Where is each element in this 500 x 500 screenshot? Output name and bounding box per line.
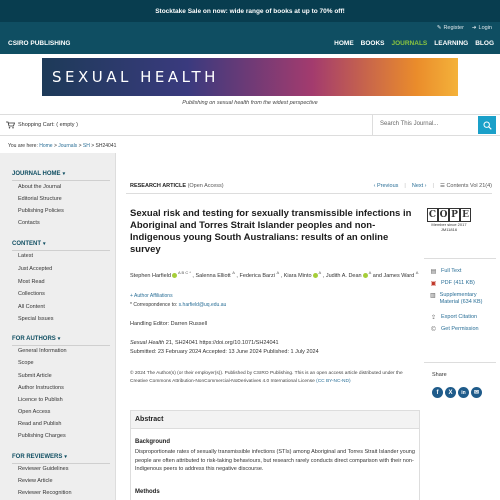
next-label: Next (411, 183, 424, 189)
section-title: FOR AUTHORS (12, 336, 56, 342)
sidebar-item-collections[interactable]: Collections (18, 291, 45, 297)
sidebar-item-special-issues[interactable]: Special Issues (18, 316, 54, 322)
section-title: FOR REVIEWERS (12, 454, 63, 460)
license-text (130, 370, 420, 386)
divider (424, 362, 496, 363)
tool-label: Supplementary Material (634 KB) (439, 292, 483, 305)
nav-books[interactable]: BOOKS (360, 40, 385, 47)
linkedin-icon[interactable]: in (458, 387, 469, 398)
divider (126, 193, 492, 194)
tool-label: Full Text (441, 268, 462, 274)
article-title: Sexual risk and testing for sexually transmissible infections in Aboriginal and Torres Strait Islander peoples and non-Indigenous young South Australians: results of an online survey (130, 208, 412, 255)
sidebar (0, 153, 116, 500)
register-link[interactable] (437, 25, 464, 31)
chevron-left-icon: ‹ (373, 183, 377, 189)
cope-id: JM11816 (440, 227, 458, 232)
sidebar-item-about[interactable]: About the Journal (18, 184, 62, 190)
cart-search-bar (0, 114, 500, 136)
search-icon (483, 121, 492, 130)
journal-tagline: Publishing on sexual health from the widest perspective (182, 100, 318, 106)
previous-link[interactable] (374, 183, 399, 189)
tool-supplementary[interactable] (430, 292, 494, 306)
tool-label: PDF (411 KB) (441, 280, 475, 286)
document-icon: ▤ (430, 268, 437, 275)
correspondence-email[interactable]: s.harfield@uq.edu.au (178, 302, 227, 308)
article-type (130, 183, 224, 189)
tool-pdf[interactable] (430, 280, 475, 288)
attachment-icon: ▥ (430, 292, 436, 299)
license-link[interactable]: (CC BY-NC-ND) (316, 379, 351, 384)
citation-doi[interactable]: 21, SH24041 https://doi.org/10.1071/SH24041 (165, 340, 279, 346)
sidebar-item-general-info[interactable]: General Information (18, 348, 67, 354)
cope-member-text: Member since 2017 (431, 222, 467, 227)
share-label: Share (432, 372, 447, 378)
sidebar-section-journal-home[interactable] (12, 171, 65, 177)
divider: | (432, 183, 434, 189)
main-nav (334, 40, 494, 47)
sidebar-item-contacts[interactable]: Contacts (18, 220, 40, 226)
sidebar-item-editorial[interactable]: Editorial Structure (18, 196, 62, 202)
cart-icon (6, 121, 15, 129)
permission-icon: © (431, 326, 436, 333)
sidebar-item-reviewer-recognition[interactable]: Reviewer Recognition (18, 490, 72, 496)
sidebar-item-all-content[interactable]: All Content (18, 304, 45, 310)
share-buttons (432, 387, 482, 398)
search-input[interactable]: Search This Journal... (380, 121, 439, 127)
tool-get-permission[interactable] (430, 326, 479, 334)
sidebar-section-for-authors[interactable] (12, 336, 60, 342)
list-icon: ☰ (439, 183, 447, 189)
author-affiliation-marks: A (232, 270, 235, 275)
breadcrumb-sh[interactable]: SH (82, 143, 90, 149)
abstract-heading: Abstract (131, 411, 419, 429)
breadcrumb-journals[interactable]: Journals (58, 143, 78, 149)
login-label: Login (478, 25, 492, 31)
background-heading: Background (135, 439, 171, 445)
access-label: (Open Access) (187, 183, 224, 189)
article-dates: Submitted: 23 February 2024 Accepted: 13 June 2024 Published: 1 July 2024 (130, 349, 319, 355)
sidebar-section-content[interactable] (12, 241, 46, 247)
sidebar-item-policies[interactable]: Publishing Policies (18, 208, 64, 214)
divider: | (404, 183, 406, 189)
divider (12, 463, 110, 464)
section-title: CONTENT (12, 241, 41, 247)
author-affiliation-marks: A B C * (177, 270, 191, 275)
author-list: Stephen Harfield$^{A B C *}$ , Salenna Elliott $^A$ , Federica Barzi $^A$ , Kiara Minto$^A$ , Judith A. Dean$^A$ and James Ward $^A$ (130, 270, 419, 279)
author-link[interactable]: Stephen Harfield (130, 272, 171, 279)
tool-label: Get Permission (441, 326, 479, 332)
sidebar-section-for-reviewers[interactable] (12, 454, 67, 460)
handling-editor: Handling Editor: Darren Russell (130, 321, 208, 327)
sidebar-item-read-publish[interactable]: Read and Publish (18, 421, 62, 427)
shopping-cart[interactable] (6, 121, 78, 129)
nav-home[interactable]: HOME (334, 40, 354, 47)
chevron-right-icon: › (423, 183, 427, 189)
previous-label: Previous (377, 183, 399, 189)
divider (12, 250, 110, 251)
breadcrumb: You are here: Home > Journals > SH > SH24041 (8, 143, 117, 149)
cope-letter: E (460, 208, 471, 222)
author-affiliation-marks: A (415, 270, 419, 275)
background-text: Disproportionate rates of sexually transmissible infections (STIs) among Aboriginal and Torres Strait Islander young people are often attributed to risk-taking behaviours, but research rarely conducts direct comparison with their non-Indigenous peers to address this negative discourse. (135, 449, 415, 472)
breadcrumb-current: SH24041 (95, 143, 117, 149)
contents-label: Contents Vol 21(4) (446, 183, 492, 189)
tool-label: Export Citation (441, 314, 478, 320)
license-statement: © 2024 The Author(s) (or their employer(s)). Published by CSIRO Publishing. This is an open access article distributed under the Creative Commons Attribution-NonCommercial-NoDerivatives 4.0 International License (130, 371, 403, 384)
x-twitter-icon[interactable]: X (445, 387, 456, 398)
abstract-panel (130, 410, 420, 500)
register-icon: ✎ (436, 25, 442, 31)
sidebar-item-just-accepted[interactable]: Just Accepted (18, 266, 53, 272)
sidebar-item-review-article[interactable]: Review Article (18, 478, 53, 484)
contents-link[interactable] (440, 183, 492, 189)
sidebar-item-most-read[interactable]: Most Read (18, 279, 45, 285)
cope-letter: C (428, 210, 437, 220)
section-title: JOURNAL HOME (12, 171, 61, 177)
author-link[interactable]: James Ward (383, 272, 415, 279)
chevron-down-icon: ▾ (43, 241, 46, 247)
journal-banner[interactable] (42, 58, 458, 96)
orcid-icon[interactable] (363, 273, 368, 278)
author-affiliation-marks: A (318, 270, 322, 275)
nav-blog[interactable]: BLOG (475, 40, 494, 47)
nav-journals[interactable]: JOURNALS (391, 40, 428, 47)
login-icon: ➜ (471, 25, 477, 31)
account-links (437, 25, 492, 31)
tool-full-text[interactable] (430, 268, 461, 276)
chevron-down-icon: ▾ (62, 171, 66, 177)
breadcrumb-prefix: You are here: (8, 143, 38, 149)
citation (130, 339, 319, 357)
login-link[interactable] (472, 25, 492, 31)
promo-text[interactable]: Stocktake Sale on now: wide range of books at up to 70% off! (155, 7, 345, 15)
sidebar-item-licence[interactable]: Licence to Publish (18, 397, 63, 403)
journal-title: SEXUAL HEALTH (52, 68, 219, 86)
orcid-icon[interactable] (172, 273, 177, 278)
chevron-down-icon: ▾ (57, 336, 61, 342)
search-button[interactable] (478, 116, 496, 134)
divider (424, 258, 496, 259)
author-link[interactable]: Judith A. Dean (325, 272, 362, 279)
promo-banner[interactable] (0, 0, 500, 22)
author-affiliation-marks: A (368, 270, 372, 275)
sidebar-item-publishing-charges[interactable]: Publishing Charges (18, 433, 66, 439)
cope-letter: O (439, 210, 448, 220)
cope-badge[interactable] (426, 208, 472, 232)
methods-heading: Methods (135, 489, 160, 495)
site-header (0, 22, 500, 54)
pdf-icon: ▣ (430, 280, 437, 287)
sidebar-item-scope[interactable]: Scope (18, 360, 34, 366)
sidebar-item-author-instructions[interactable]: Author Instructions (18, 385, 64, 391)
sidebar-item-reviewer-guidelines[interactable]: Reviewer Guidelines (18, 466, 69, 472)
email-icon[interactable]: ✉ (471, 387, 482, 398)
next-link[interactable] (412, 183, 427, 189)
chevron-down-icon: ▾ (64, 454, 67, 460)
export-icon: ⇪ (430, 314, 437, 321)
author-link[interactable]: Kiara Minto (283, 272, 312, 279)
author-link[interactable]: Federica Barzi (239, 272, 275, 279)
article-type-label: RESEARCH ARTICLE (130, 183, 187, 189)
cope-letter: P (449, 208, 460, 222)
facebook-icon[interactable]: f (432, 387, 443, 398)
correspondence-label: * Correspondence to: (130, 302, 178, 308)
nav-learning[interactable]: LEARNING (434, 40, 469, 47)
author-link[interactable]: Salenna Elliott (195, 272, 231, 279)
cart-label: Shopping Cart: ( empty ) (18, 122, 78, 128)
sidebar-item-submit-article[interactable]: Submit Article (18, 373, 52, 379)
divider (12, 180, 110, 181)
author-affiliation-marks: A (276, 270, 280, 275)
tool-export-citation[interactable] (430, 314, 477, 322)
divider (12, 345, 110, 346)
citation-journal: Sexual Health (130, 340, 165, 346)
correspondence (130, 302, 226, 308)
brand-logo[interactable]: CSIRO PUBLISHING (8, 40, 71, 47)
register-label: Register (443, 25, 464, 31)
author-affiliations-toggle[interactable]: + Author Affiliations (130, 293, 173, 299)
sidebar-item-open-access[interactable]: Open Access (18, 409, 51, 415)
divider (372, 115, 373, 136)
sidebar-item-latest[interactable]: Latest (18, 253, 33, 259)
cope-logo (426, 208, 472, 222)
breadcrumb-home[interactable]: Home (39, 143, 53, 149)
orcid-icon[interactable] (313, 273, 318, 278)
article-nav (374, 183, 492, 189)
